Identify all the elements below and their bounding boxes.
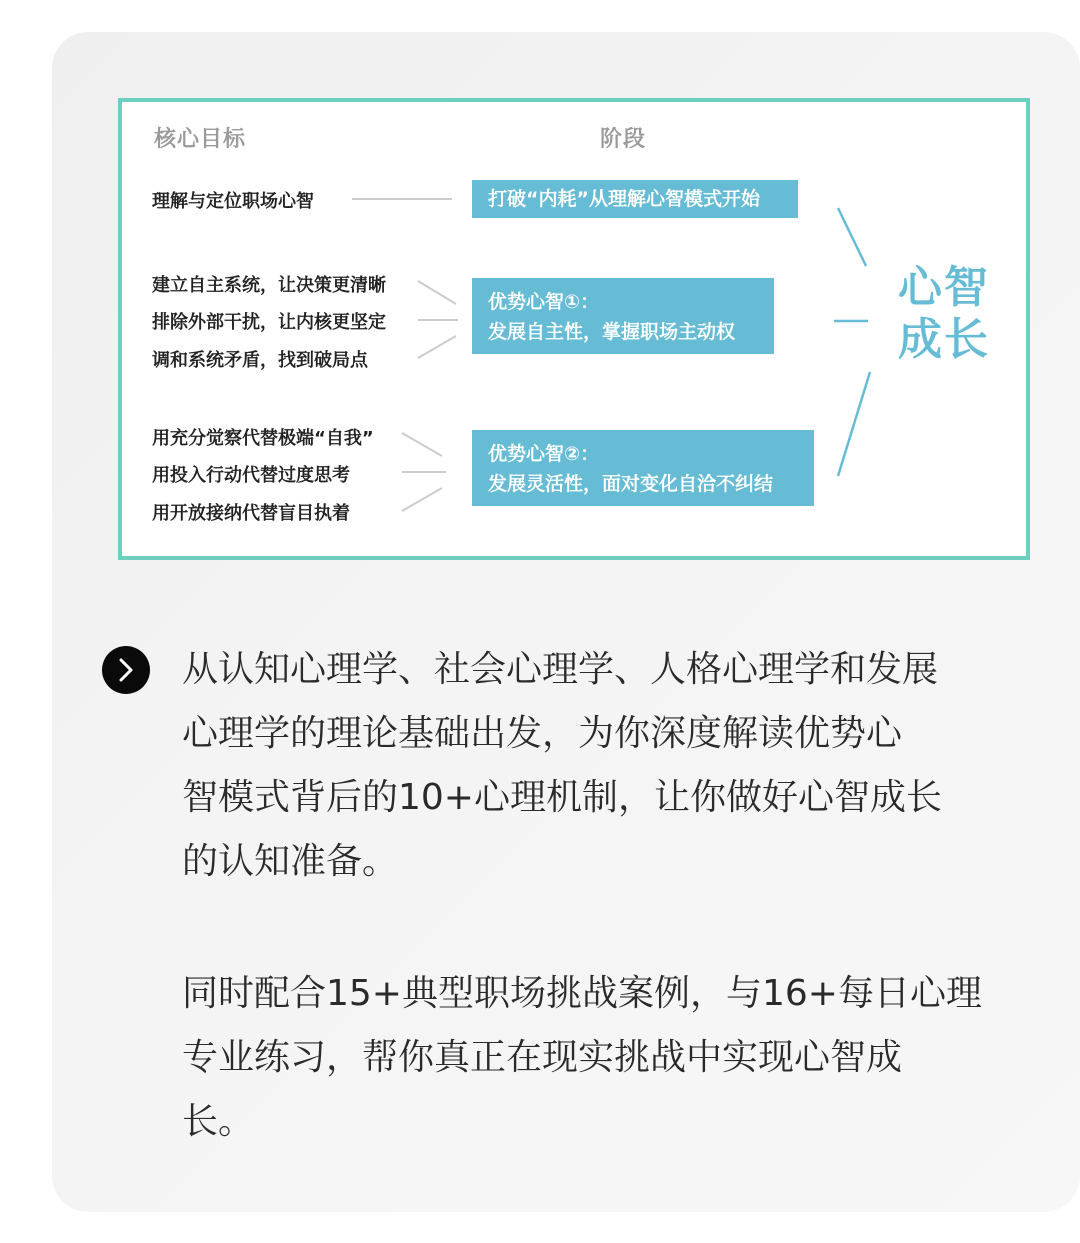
goal-item: 用充分觉察代替极端“自我” xyxy=(152,428,374,449)
goal-item: 用开放接纳代替盲目执着 xyxy=(152,503,350,524)
stage-box-3 xyxy=(472,430,814,506)
header-core-goal: 核心目标 xyxy=(154,127,247,152)
result-line: 心智 xyxy=(898,262,990,313)
stage-subtitle: 发展自主性，掌握职场主动权 xyxy=(488,321,736,343)
result-line: 成长 xyxy=(898,314,990,365)
goal-item: 调和系统矛盾，找到破局点 xyxy=(152,350,368,371)
goal-item: 用投入行动代替过度思考 xyxy=(152,465,350,486)
goal-item: 建立自主系统，让决策更清晰 xyxy=(152,275,386,296)
stage-box-1 xyxy=(472,180,798,218)
paragraph-line: 智模式背后的10+心理机制，让你做好心智成长 xyxy=(182,777,942,818)
paragraph-cases xyxy=(182,962,982,1154)
stage-subtitle: 发展灵活性，面对变化自洽不纠结 xyxy=(488,473,774,495)
paragraph-line: 专业练习，帮你真正在现实挑战中实现心智成 xyxy=(182,1037,903,1078)
paragraph-line: 同时配合15+典型职场挑战案例，与16+每日心理 xyxy=(182,973,982,1014)
result-label xyxy=(898,262,990,366)
stage-label: 打破“内耗”从理解心智模式开始 xyxy=(488,188,760,210)
chevron-right-icon xyxy=(102,646,150,694)
stage-title: 优势心智①： xyxy=(488,291,600,313)
stage-box-2 xyxy=(472,278,774,354)
paragraph-line: 长。 xyxy=(182,1101,255,1142)
header-stage: 阶段 xyxy=(600,127,647,152)
paragraph-line: 从认知心理学、社会心理学、人格心理学和发展 xyxy=(182,649,939,690)
goal-item: 排除外部干扰，让内核更坚定 xyxy=(152,312,386,333)
paragraph-line: 心理学的理论基础出发，为你深度解读优势心 xyxy=(182,713,903,754)
paragraph-line: 的认知准备。 xyxy=(182,841,399,882)
paragraph-intro xyxy=(182,638,942,894)
stage-title: 优势心智②： xyxy=(488,443,600,465)
goal-item: 理解与定位职场心智 xyxy=(152,191,314,212)
